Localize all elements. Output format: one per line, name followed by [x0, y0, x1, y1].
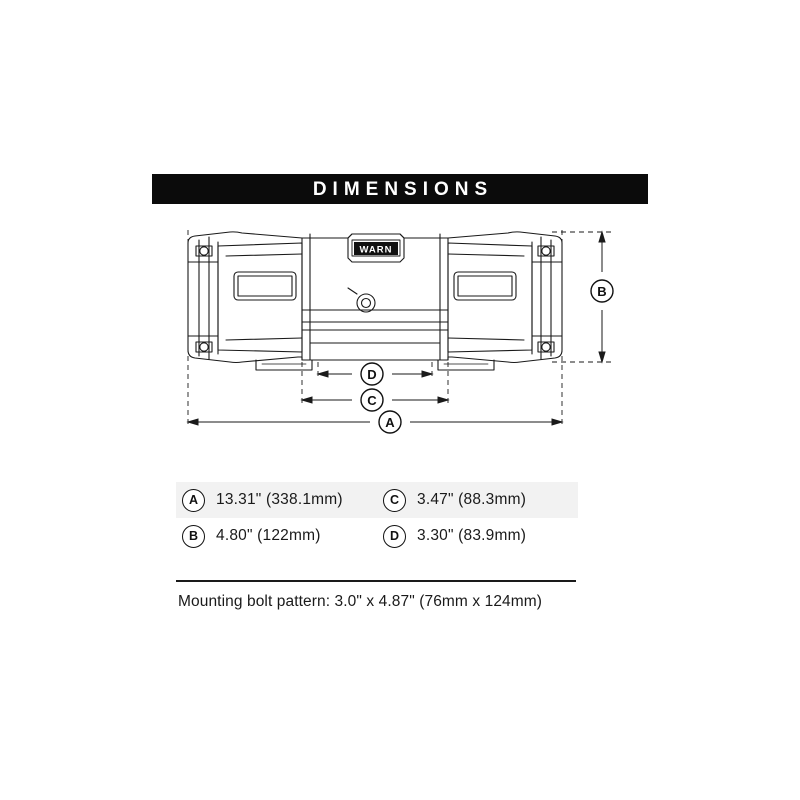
spec-value-b: 4.80" (122mm)	[216, 527, 321, 544]
warn-logo	[354, 242, 398, 256]
dimension-spec-table	[176, 482, 578, 554]
badge-a: A	[182, 489, 205, 512]
dimensions-header-bar	[152, 174, 648, 204]
callout-c	[361, 389, 383, 411]
badge-b: B	[182, 525, 205, 548]
table-row	[176, 518, 578, 554]
badge-c: C	[383, 489, 406, 512]
winch-technical-drawing	[152, 210, 648, 460]
svg-text:B: B	[597, 284, 607, 299]
svg-text:A: A	[385, 415, 395, 430]
badge-d: D	[383, 525, 406, 548]
callout-a	[379, 411, 401, 433]
table-row	[176, 482, 578, 518]
mounting-bolt-pattern-note: Mounting bolt pattern: 3.0" x 4.87" (76mm x 124mm)	[178, 593, 543, 610]
spec-cell-b	[176, 518, 377, 554]
spec-cell-a	[176, 482, 377, 518]
spec-value-c: 3.47" (88.3mm)	[417, 491, 527, 508]
spec-value-a: 13.31" (338.1mm)	[216, 491, 343, 508]
callout-d	[361, 363, 383, 385]
spec-cell-d	[377, 518, 578, 554]
svg-text:C: C	[367, 393, 377, 408]
spec-value-d: 3.30" (83.9mm)	[417, 527, 527, 544]
callout-b	[591, 280, 613, 302]
spec-cell-c	[377, 482, 578, 518]
svg-text:D: D	[367, 367, 377, 382]
footer-divider	[176, 580, 576, 582]
page-title: DIMENSIONS	[312, 178, 494, 200]
svg-text:WARN: WARN	[359, 244, 393, 256]
